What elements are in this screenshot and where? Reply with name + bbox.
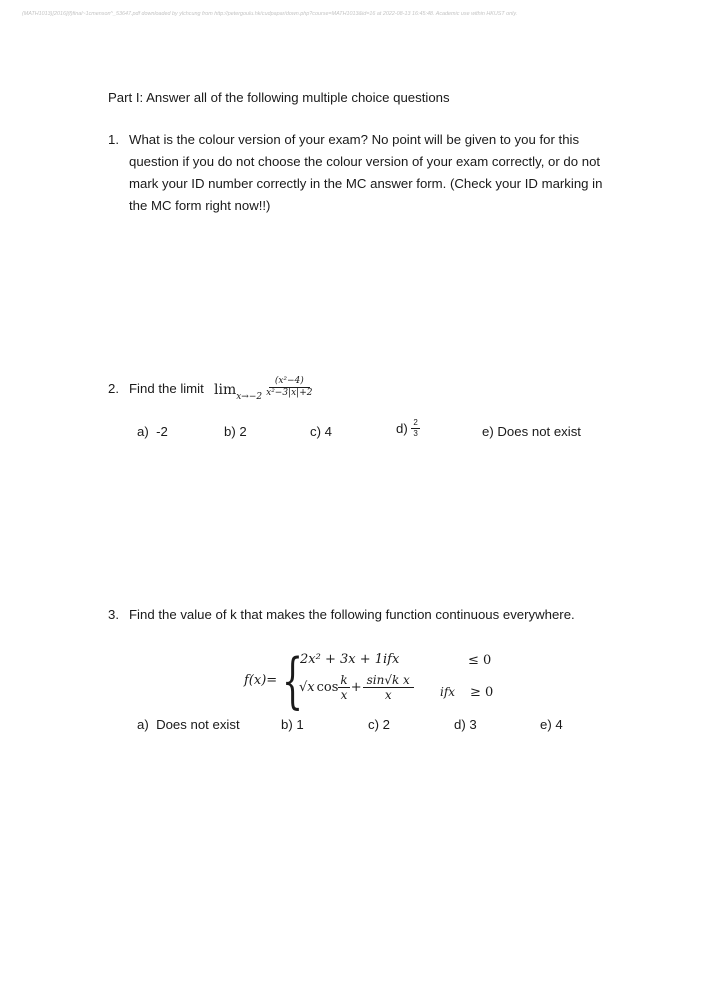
question-1-number: 1.: [108, 132, 119, 147]
fraction-denominator: x: [340, 688, 348, 702]
option-value: 2: [239, 424, 247, 439]
fraction-denominator: 3: [413, 429, 418, 438]
question-2-number: 2.: [108, 381, 119, 396]
question-1-line: What is the colour version of your exam? No point will be given to you for this: [129, 132, 580, 147]
option-label: a): [137, 424, 149, 439]
cos-function: cos: [316, 680, 339, 695]
option-value: 2: [382, 717, 391, 732]
lim-operator: lim: [214, 382, 237, 398]
option-label: d): [454, 717, 466, 732]
q3-option-b: [281, 716, 304, 734]
question-1-text: [129, 129, 629, 217]
piecewise-case-1: 2x² + 3x + 1ifx: [300, 652, 400, 667]
option-fraction: [411, 418, 419, 439]
q2-option-b: [224, 423, 247, 441]
sin-over-x-fraction: [363, 673, 414, 702]
q3-option-a: [137, 716, 240, 734]
question-3-text: Find the value of k that makes the following function continuous everywhere.: [129, 607, 575, 622]
piecewise-case-1-condition: ≤ 0: [468, 653, 492, 668]
limit-denominator: x²−3|x|+2: [266, 387, 313, 398]
option-value: Does not exist: [497, 424, 581, 439]
lim-subscript: x→−2: [236, 392, 263, 402]
q2-option-e: [482, 423, 581, 441]
sqrt-x: √x: [299, 680, 315, 695]
q3-option-e: [540, 716, 563, 734]
k-over-x-fraction: [338, 673, 349, 702]
watermark: (MATH1013)[2016](f)final~1cmenson^_53647.pdf downloaded by ylchcung from http://petergoulu.hk/cudpapar/down.php?course=MATH1013&id=16 at 2022-08-13 16:45:48. Academic use within HKUST only.: [22, 11, 518, 17]
option-value: 1: [296, 717, 304, 732]
option-value: Does not exist: [156, 717, 240, 732]
q2-option-d: [396, 418, 420, 439]
option-label: e): [482, 424, 494, 439]
option-value: -2: [156, 424, 168, 439]
option-label: c): [310, 424, 321, 439]
fraction-numerator: sin√k x: [363, 673, 414, 688]
option-label: c): [368, 717, 379, 732]
q3-option-c: [368, 716, 390, 734]
q2-option-a: [137, 423, 168, 441]
option-label: e): [540, 717, 552, 732]
piecewise-function-name: [244, 672, 277, 688]
option-label: b): [224, 424, 236, 439]
plus-sign: +: [350, 680, 362, 695]
option-value: 4: [324, 424, 333, 439]
option-value: 4: [555, 717, 563, 732]
question-1-line: the MC form right now!!): [129, 198, 271, 213]
fraction-numerator: k: [340, 673, 348, 687]
option-label: a): [137, 717, 149, 732]
question-2-limit-expression: [214, 372, 314, 402]
question-2-text: Find the limit: [129, 381, 204, 396]
piecewise-case-2-condition: ≥ 0: [470, 685, 494, 700]
function-label: f(x)=: [244, 673, 278, 688]
piecewise-case-2-if: ifx: [440, 685, 456, 699]
piecewise-case-2: [299, 673, 414, 702]
fraction-denominator: x: [384, 688, 392, 702]
fraction-numerator: 2: [413, 418, 418, 427]
piecewise-brace: {: [282, 646, 304, 716]
q3-option-d: [454, 716, 477, 734]
limit-numerator: (x²−4): [269, 376, 310, 388]
option-label: d): [396, 420, 408, 436]
limit-fraction: [264, 376, 314, 399]
part-title: Part I: Answer all of the following multiple choice questions: [108, 90, 450, 105]
q2-option-c: [310, 423, 332, 441]
option-value: 3: [469, 717, 477, 732]
question-1-line: mark your ID number correctly in the MC answer form. (Check your ID marking in: [129, 176, 603, 191]
option-label: b): [281, 717, 293, 732]
question-1-line: question if you do not choose the colour version of your exam correctly, or do not: [129, 154, 601, 169]
question-3-number: 3.: [108, 607, 119, 622]
